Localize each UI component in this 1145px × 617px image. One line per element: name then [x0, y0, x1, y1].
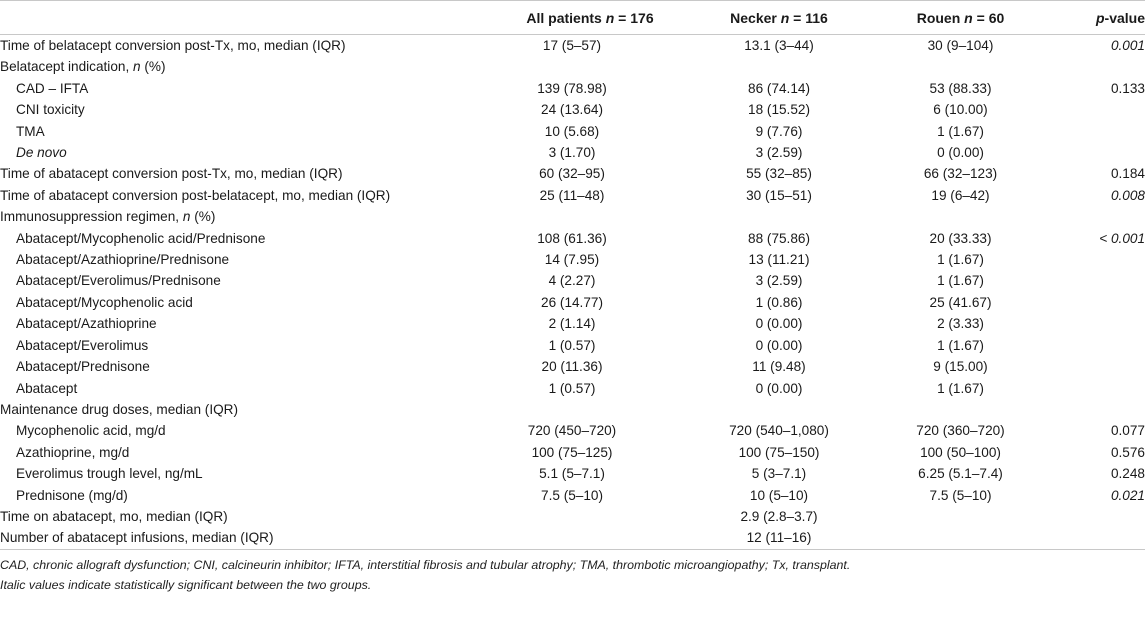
cell-p-value	[1047, 356, 1145, 377]
section-label: Belatacept indication, n (%)	[0, 59, 166, 75]
cell-necker: 0 (0.00)	[755, 337, 803, 353]
cell-all: 25 (11–48)	[539, 187, 605, 203]
cell-necker: 1 (0.86)	[755, 294, 803, 310]
row-label: Abatacept/Everolimus/Prednisone	[16, 273, 221, 289]
cell-necker: 2.9 (2.8–3.7)	[740, 508, 818, 524]
table-header	[0, 1, 1145, 35]
row-label: De novo	[16, 145, 67, 161]
table-row	[0, 420, 1145, 441]
cell-necker: 0 (0.00)	[755, 316, 803, 332]
cell-p-value: 0.001	[1110, 38, 1145, 53]
cell-p-value	[1047, 121, 1145, 142]
cell-necker: 13.1 (3–44)	[744, 38, 814, 53]
cell-necker: 13 (11.21)	[748, 252, 810, 268]
table-row	[0, 442, 1145, 463]
cell-all	[460, 527, 684, 549]
table-row	[0, 206, 1145, 227]
cell-necker: 3 (2.59)	[755, 273, 803, 289]
cell-necker: 30 (15–51)	[746, 187, 812, 203]
row-label: CAD – IFTA	[16, 80, 89, 96]
table-row	[0, 506, 1145, 527]
table-row	[0, 399, 1145, 420]
cell-necker: 18 (15.52)	[748, 102, 810, 118]
cell-all: 108 (61.36)	[537, 230, 607, 246]
cell-p-value	[1047, 335, 1145, 356]
cell-p-value: 0.248	[1110, 466, 1145, 482]
cell-all: 139 (78.98)	[537, 80, 607, 96]
row-label: TMA	[16, 123, 45, 139]
table-row	[0, 485, 1145, 506]
table-row	[0, 463, 1145, 484]
cell-p-value	[1047, 527, 1145, 549]
cell-rouen: 30 (9–104)	[927, 38, 994, 53]
cell-all: 17 (5–57)	[542, 38, 602, 53]
cell-all: 3 (1.70)	[548, 145, 596, 161]
cell-p-value: 0.021	[1110, 487, 1145, 503]
table-row	[0, 292, 1145, 313]
row-label: Abatacept/Azathioprine/Prednisone	[16, 252, 230, 268]
row-label: Number of abatacept infusions, median (IQR)	[0, 527, 460, 549]
header-necker: Necker n = 116	[684, 1, 874, 35]
cell-p-value: 0.576	[1110, 444, 1145, 460]
cell-all: 1 (0.57)	[548, 337, 596, 353]
cell-necker: 9 (7.76)	[755, 123, 803, 139]
cell-all: 7.5 (5–10)	[541, 487, 603, 503]
cell-necker: 88 (75.86)	[748, 230, 810, 246]
cell-p-value	[1047, 99, 1145, 120]
cell-p-value	[1047, 142, 1145, 163]
cell-rouen: 53 (88.33)	[929, 80, 992, 96]
cell-rouen: 1 (1.67)	[937, 380, 984, 396]
cell-rouen: 720 (360–720)	[916, 423, 1005, 439]
cell-necker: 10 (5–10)	[749, 487, 809, 503]
cell-rouen: 6 (10.00)	[933, 102, 988, 118]
footnote-italic-note: Italic values indicate statistically significant between the two groups.	[0, 577, 372, 592]
row-label: Abatacept/Azathioprine	[16, 316, 157, 332]
row-label: Mycophenolic acid, mg/d	[16, 423, 166, 439]
table-row	[0, 78, 1145, 99]
cell-all: 60 (32–95)	[539, 166, 605, 182]
cell-necker: 0 (0.00)	[755, 380, 803, 396]
row-label: CNI toxicity	[16, 102, 85, 118]
cell-rouen: 25 (41.67)	[929, 294, 992, 310]
table-footnotes	[0, 550, 1145, 595]
table-row	[0, 142, 1145, 163]
cell-rouen: 9 (15.00)	[933, 359, 988, 375]
row-label: Everolimus trough level, ng/mL	[16, 466, 203, 482]
cell-all: 1 (0.57)	[548, 380, 596, 396]
cell-all: 26 (14.77)	[541, 294, 603, 310]
cell-rouen: 100 (50–100)	[920, 444, 1001, 460]
cell-rouen: 1 (1.67)	[937, 123, 984, 139]
cell-rouen: 2 (3.33)	[937, 316, 984, 332]
cell-p-value: 0.184	[1110, 166, 1145, 182]
table-row	[0, 56, 1145, 77]
cell-all: 720 (450–720)	[527, 423, 617, 439]
table-row	[0, 35, 1145, 57]
header-variable	[0, 1, 460, 35]
cell-p-value	[1047, 506, 1145, 527]
row-label: Time of belatacept conversion post-Tx, mo, median (IQR)	[0, 38, 346, 53]
cell-all: 4 (2.27)	[548, 273, 596, 289]
row-label: Prednisone (mg/d)	[16, 487, 128, 503]
cell-rouen: 0 (0.00)	[937, 145, 984, 161]
table-row	[0, 335, 1145, 356]
cell-necker: 720 (540–1,080)	[729, 423, 829, 439]
row-label: Abatacept/Mycophenolic acid/Prednisone	[16, 230, 266, 246]
row-label: Abatacept/Everolimus	[16, 337, 149, 353]
table-row	[0, 163, 1145, 184]
cell-p-value: 0.008	[1110, 187, 1145, 203]
cell-rouen: 6.25 (5.1–7.4)	[918, 466, 1003, 482]
cell-rouen: 66 (32–123)	[923, 166, 998, 182]
table-row	[0, 228, 1145, 249]
cell-rouen: 1 (1.67)	[937, 337, 984, 353]
section-label: Immunosuppression regimen, n (%)	[0, 209, 216, 225]
table-row	[0, 99, 1145, 120]
cell-all: 24 (13.64)	[541, 102, 603, 118]
cell-necker: 3 (2.59)	[755, 145, 803, 161]
cell-p-value: 0.133	[1110, 80, 1145, 96]
cell-p-value	[1047, 313, 1145, 334]
cell-necker: 86 (74.14)	[748, 80, 810, 96]
cell-p-value	[1047, 378, 1145, 399]
cell-rouen: 19 (6–42)	[931, 187, 990, 203]
cell-rouen	[874, 506, 1047, 527]
row-label: Time of abatacept conversion post-Tx, mo, median (IQR)	[0, 166, 343, 182]
table-body	[0, 35, 1145, 550]
cell-rouen: 7.5 (5–10)	[929, 487, 992, 503]
cell-p-value	[1047, 249, 1145, 270]
cell-rouen: 1 (1.67)	[937, 252, 984, 268]
cell-necker: 12 (11–16)	[684, 527, 874, 549]
cell-p-value: < 0.001	[1099, 230, 1145, 246]
table-row	[0, 378, 1145, 399]
header-all-patients: All patients n = 176	[460, 1, 684, 35]
table-row	[0, 121, 1145, 142]
row-label: Time on abatacept, mo, median (IQR)	[0, 508, 228, 524]
cell-p-value	[1047, 292, 1145, 313]
cell-necker: 11 (9.48)	[752, 359, 806, 375]
table-row	[0, 249, 1145, 270]
cell-rouen: 1 (1.67)	[937, 273, 984, 289]
table-row	[0, 527, 1145, 549]
row-label: Abatacept	[16, 380, 78, 396]
section-label: Maintenance drug doses, median (IQR)	[0, 401, 239, 417]
cell-necker: 55 (32–85)	[746, 166, 812, 182]
footnote-abbreviations: CAD, chronic allograft dysfunction; CNI, calcineurin inhibitor; IFTA, interstitial fibrosis and tubular atrophy; TMA, thrombotic microangiopathy; Tx, transplant.	[0, 557, 851, 572]
cell-rouen: 20 (33.33)	[929, 230, 992, 246]
cell-all: 10 (5.68)	[544, 123, 600, 139]
cell-all: 20 (11.36)	[541, 359, 603, 375]
table-row	[0, 185, 1145, 206]
row-label: Azathioprine, mg/d	[16, 444, 130, 460]
cell-p-value: 0.077	[1110, 423, 1145, 439]
cell-all: 14 (7.95)	[544, 252, 600, 268]
row-label: Time of abatacept conversion post-belatacept, mo, median (IQR)	[0, 187, 391, 203]
cell-necker: 5 (3–7.1)	[751, 466, 807, 482]
header-rouen: Rouen n = 60	[874, 1, 1047, 35]
row-label: Abatacept/Prednisone	[16, 359, 150, 375]
header-p-value: p-value	[1047, 1, 1145, 35]
row-label: Abatacept/Mycophenolic acid	[16, 294, 193, 310]
cell-all: 100 (75–125)	[531, 444, 613, 460]
table-row	[0, 313, 1145, 334]
cell-all: 2 (1.14)	[548, 316, 596, 332]
cell-necker: 100 (75–150)	[738, 444, 820, 460]
table-row	[0, 270, 1145, 291]
cell-all	[460, 506, 684, 527]
table-row	[0, 356, 1145, 377]
cell-all: 5.1 (5–7.1)	[539, 466, 605, 482]
cell-rouen	[874, 527, 1047, 549]
cell-p-value	[1047, 270, 1145, 291]
